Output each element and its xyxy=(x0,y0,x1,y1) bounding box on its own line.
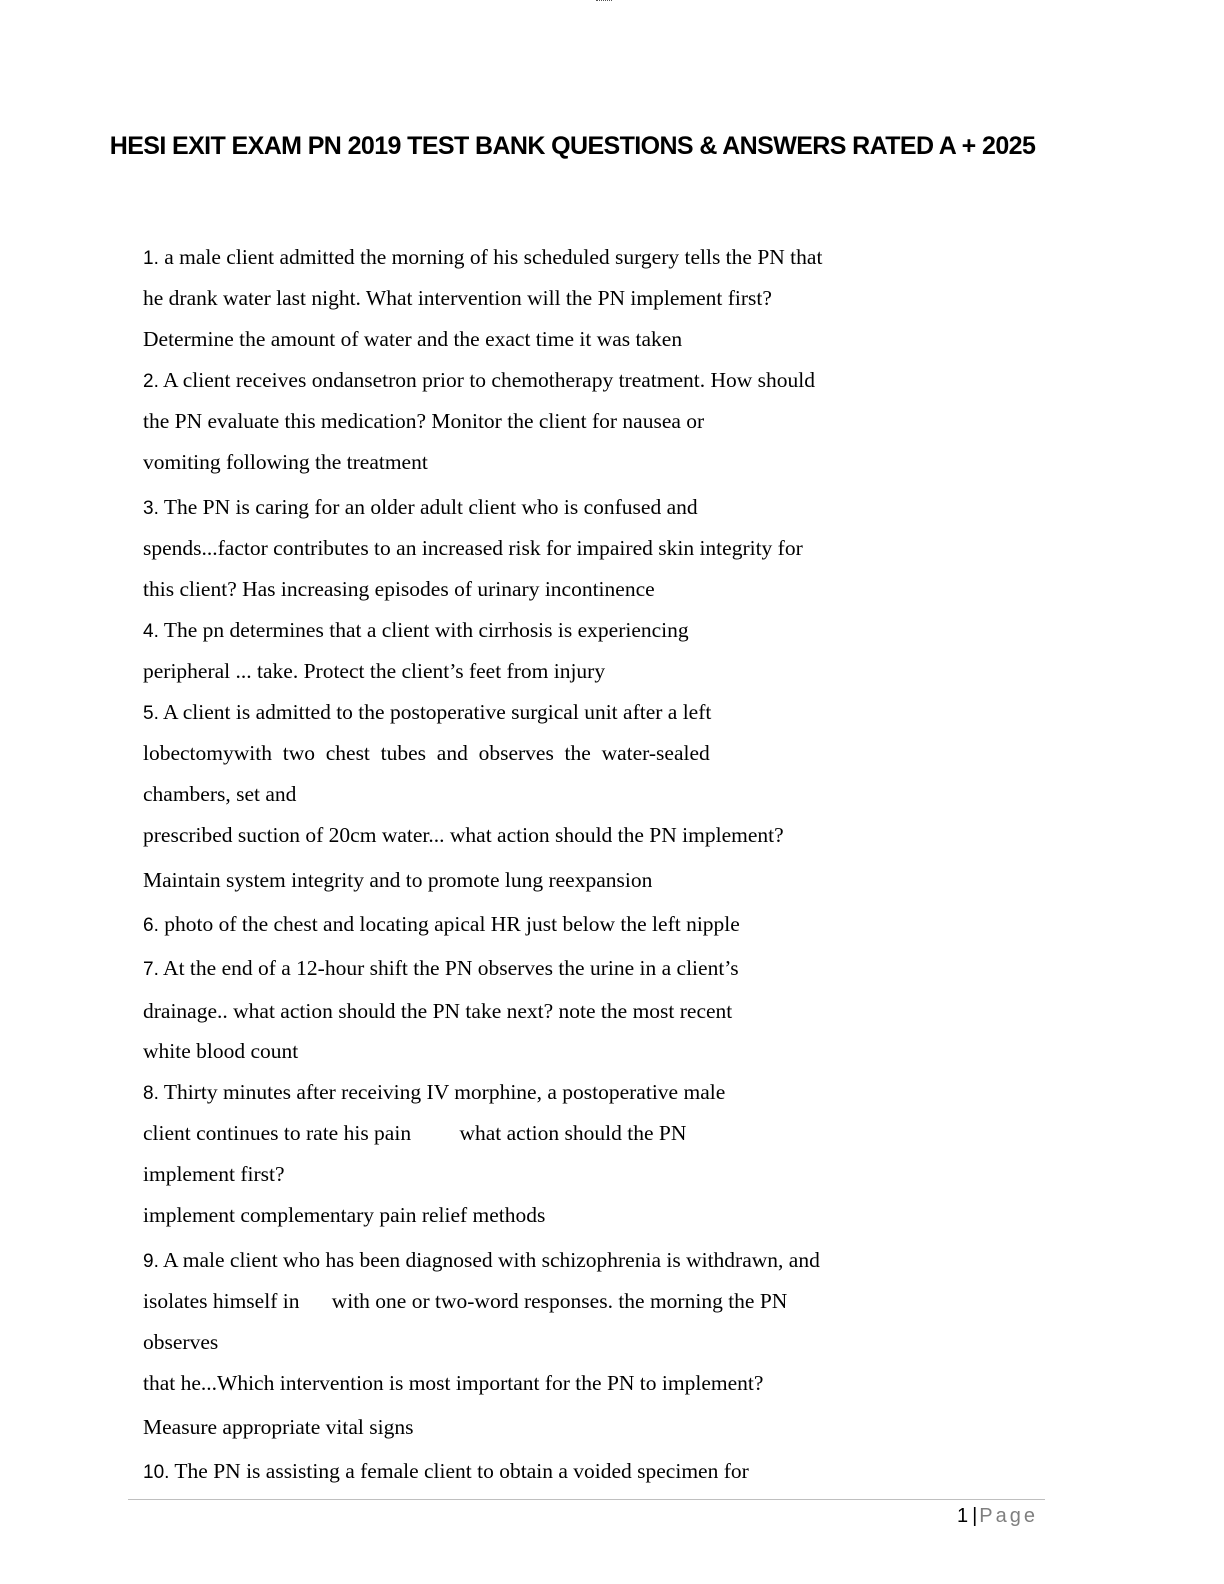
question-text: drainage.. what action should the PN take next? note the most recent xyxy=(143,999,733,1023)
question-line xyxy=(143,244,822,272)
question-text: chambers, set and xyxy=(143,782,297,806)
question-text: implement first? xyxy=(143,1162,285,1186)
question-line-continuation xyxy=(143,1370,763,1396)
question-text: implement complementary pain relief methods xyxy=(143,1203,546,1227)
question-text: lobectomywith two chest tubes and observes the water-sealed xyxy=(143,741,710,765)
question-line xyxy=(143,1247,820,1275)
question-number: 9. xyxy=(143,1251,159,1272)
question-line xyxy=(143,367,815,395)
question-text: prescribed suction of 20cm water... what action should the PN implement? xyxy=(143,823,784,847)
page-footer xyxy=(957,1503,1038,1529)
question-text: a male client admitted the morning of his scheduled surgery tells the PN that xyxy=(158,245,823,269)
question-text: the PN evaluate this medication? Monitor the client for nausea or xyxy=(143,409,705,433)
question-text: The PN is caring for an older adult client who is confused and xyxy=(158,495,698,519)
question-text: isolates himself in with one or two-word responses. the morning the PN xyxy=(143,1289,788,1313)
question-text: photo of the chest and locating apical HR just below the left nipple xyxy=(158,912,740,936)
question-line-continuation xyxy=(143,1202,545,1228)
question-line-continuation xyxy=(143,658,605,684)
question-text: spends...factor contributes to an increased risk for impaired skin integrity for xyxy=(143,536,803,560)
question-number: 6. xyxy=(143,915,159,936)
question-text: A client is admitted to the postoperative surgical unit after a left xyxy=(158,700,712,724)
question-line-continuation xyxy=(143,998,732,1024)
question-text: he drank water last night. What intervention will the PN implement first? xyxy=(143,286,772,310)
question-number: 2. xyxy=(143,371,159,392)
question-line-continuation xyxy=(143,535,803,561)
question-line-continuation xyxy=(143,408,704,434)
header-mark xyxy=(596,0,612,3)
question-text: white blood count xyxy=(143,1039,299,1063)
question-text: At the end of a 12-hour shift the PN observes the urine in a client’s xyxy=(158,956,739,980)
question-line-continuation xyxy=(143,576,655,602)
question-line-continuation xyxy=(143,1120,686,1146)
question-text: peripheral ... take. Protect the client’s feet from injury xyxy=(143,659,606,683)
question-line xyxy=(143,617,689,645)
question-number: 10. xyxy=(143,1462,170,1483)
question-line xyxy=(143,1458,749,1486)
question-line-continuation xyxy=(143,822,784,848)
question-line-continuation xyxy=(143,1288,787,1314)
question-text: Thirty minutes after receiving IV morphine, a postoperative male xyxy=(158,1080,726,1104)
question-line-continuation xyxy=(143,740,710,766)
question-number: 1. xyxy=(143,248,159,269)
question-text: that he...Which intervention is most important for the PN to implement? xyxy=(143,1371,764,1395)
question-number: 4. xyxy=(143,621,159,642)
question-text: A client receives ondansetron prior to chemotherapy treatment. How should xyxy=(158,368,816,392)
question-line xyxy=(143,1079,725,1107)
question-text: The PN is assisting a female client to obtain a voided specimen for xyxy=(169,1459,749,1483)
question-text: Measure appropriate vital signs xyxy=(143,1415,414,1439)
question-text: A male client who has been diagnosed with schizophrenia is withdrawn, and xyxy=(158,1248,820,1272)
question-line-continuation xyxy=(143,781,296,807)
question-line-continuation xyxy=(143,867,652,893)
footer-divider xyxy=(128,1499,1045,1500)
question-number: 8. xyxy=(143,1083,159,1104)
question-text: observes xyxy=(143,1330,219,1354)
question-line xyxy=(143,911,740,939)
question-number: 3. xyxy=(143,498,159,519)
question-line-continuation xyxy=(143,1161,285,1187)
question-text: client continues to rate his pain what action should the PN xyxy=(143,1121,687,1145)
question-line xyxy=(143,955,739,983)
footer-separator: | xyxy=(972,1505,978,1527)
page-number: 1 xyxy=(956,1505,969,1527)
question-text: vomiting following the treatment xyxy=(143,450,428,474)
question-text: Determine the amount of water and the exact time it was taken xyxy=(143,327,683,351)
question-number: 7. xyxy=(143,959,159,980)
document-title: HESI EXIT EXAM PN 2019 TEST BANK QUESTIONS & ANSWERS RATED A + 2025 xyxy=(109,132,1036,160)
question-line xyxy=(143,699,711,727)
question-text: The pn determines that a client with cirrhosis is experiencing xyxy=(158,618,689,642)
page-label: Page xyxy=(979,1505,1038,1527)
question-number: 5. xyxy=(143,703,159,724)
question-line-continuation xyxy=(143,1414,413,1440)
question-line-continuation xyxy=(143,1329,218,1355)
question-line-continuation xyxy=(143,1038,298,1064)
question-line-continuation xyxy=(143,449,428,475)
question-text: this client? Has increasing episodes of urinary incontinence xyxy=(143,577,655,601)
question-line-continuation xyxy=(143,326,682,352)
question-line xyxy=(143,494,698,522)
question-line-continuation xyxy=(143,285,772,311)
question-text: Maintain system integrity and to promote lung reexpansion xyxy=(143,868,653,892)
